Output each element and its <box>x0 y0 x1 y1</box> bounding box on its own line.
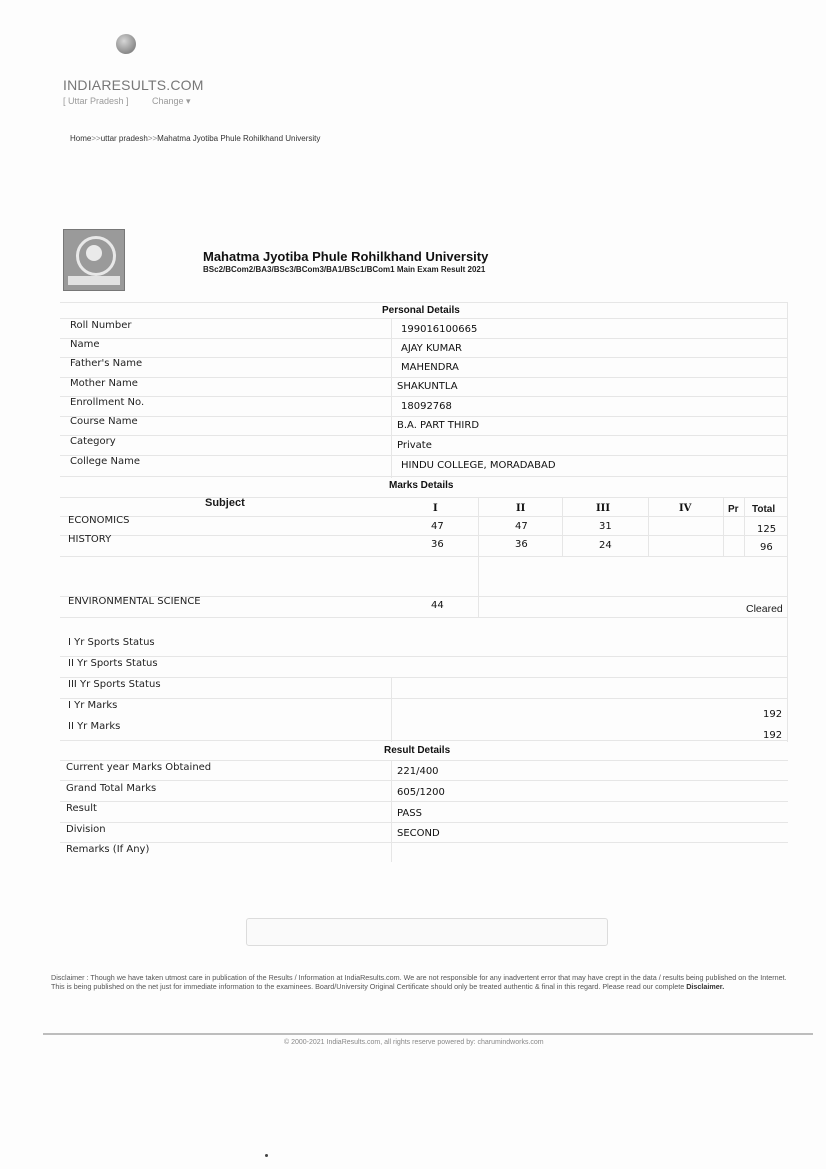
breadcrumb-university: Mahatma Jyotiba Phule Rohilkhand University <box>157 134 321 143</box>
subject-column-header: Subject <box>205 497 245 509</box>
name-value: AJAY KUMAR <box>401 343 462 354</box>
father-name-label: Father's Name <box>70 358 143 369</box>
paper-ii-header: II <box>516 503 526 514</box>
subject-mark-ii: 47 <box>515 521 528 532</box>
father-name-value: MAHENDRA <box>401 362 459 373</box>
subject-mark-i: 36 <box>431 539 444 550</box>
sports-status-ii-label: II Yr Sports Status <box>68 658 158 669</box>
subject-total: 96 <box>760 542 773 553</box>
sports-status-i-label: I Yr Sports Status <box>68 637 155 648</box>
yr-i-marks-value: 192 <box>763 709 783 720</box>
exam-subtitle: BSc2/BCom2/BA3/BSc3/BCom3/BA1/BSc1/BCom1 Main Exam Result 2021 <box>203 265 486 274</box>
paper-iv-header: IV <box>679 503 692 514</box>
mother-name-label: Mother Name <box>70 378 138 389</box>
enrollment-value: 18092768 <box>401 401 452 412</box>
ad-strip <box>246 918 608 946</box>
result-value: PASS <box>397 808 422 819</box>
subject-name: ECONOMICS <box>68 515 130 526</box>
state-label: [ Uttar Pradesh ] <box>63 96 129 106</box>
disclaimer-link[interactable]: Disclaimer. <box>686 982 725 991</box>
disclaimer-text: Disclaimer : Though we have taken utmost care in publication of the Results / Information at IndiaResults.com. We are not responsible for any inadvertent error that may have crept in the data / results being published on the Internet. This is being published on the net just for immediate information to the examinees. Board/University Original Certificate should only be treated authentic & final in this regard. Please read our complete Disclaimer. <box>51 973 787 991</box>
copyright-text: © 2000-2021 IndiaResults.com, all rights reserve powered by: charumindworks.com <box>284 1039 544 1046</box>
grand-total-label: Grand Total Marks <box>66 783 157 794</box>
personal-details-heading: Personal Details <box>382 305 460 316</box>
practical-header: Pr <box>728 504 739 515</box>
result-details-heading: Result Details <box>384 745 451 756</box>
marks-details-heading: Marks Details <box>389 480 454 491</box>
remarks-label: Remarks (If Any) <box>66 844 150 855</box>
name-label: Name <box>70 339 100 350</box>
current-year-marks-value: 221/400 <box>397 766 439 777</box>
course-name-value: B.A. PART THIRD <box>397 420 480 431</box>
result-label: Result <box>66 803 97 814</box>
current-year-marks-label: Current year Marks Obtained <box>66 762 212 773</box>
yr-ii-marks-value: 192 <box>763 730 783 741</box>
globe-icon <box>116 34 136 54</box>
env-science-mark: 44 <box>431 600 444 611</box>
subject-mark-ii: 36 <box>515 539 528 550</box>
roll-number-label: Roll Number <box>70 320 132 331</box>
sports-status-iii-label: III Yr Sports Status <box>68 679 161 690</box>
scan-speck <box>265 1154 268 1157</box>
course-name-label: Course Name <box>70 416 138 427</box>
breadcrumb <box>70 134 320 143</box>
change-state-link[interactable]: Change ▾ <box>152 96 191 106</box>
subject-mark-i: 47 <box>431 521 444 532</box>
mother-name-value: SHAKUNTLA <box>397 381 458 392</box>
category-value: Private <box>397 440 432 451</box>
subject-name: HISTORY <box>68 534 112 545</box>
college-name-label: College Name <box>70 456 140 467</box>
site-logo-text[interactable]: INDIARESULTS.COM <box>63 77 204 93</box>
college-name-value: HINDU COLLEGE, MORADABAD <box>401 460 556 471</box>
subject-total: 125 <box>757 524 777 535</box>
total-header: Total <box>752 504 776 515</box>
breadcrumb-separator: >> <box>147 134 158 143</box>
env-science-label: ENVIRONMENTAL SCIENCE <box>68 596 201 607</box>
breadcrumb-separator: >> <box>91 134 101 143</box>
division-label: Division <box>66 824 106 835</box>
enrollment-label: Enrollment No. <box>70 397 145 408</box>
subject-mark-iii: 24 <box>599 540 612 551</box>
roll-number-value: 199016100665 <box>401 324 478 335</box>
breadcrumb-state[interactable]: uttar pradesh <box>100 134 148 143</box>
paper-i-header: I <box>433 503 438 514</box>
paper-iii-header: III <box>596 503 611 514</box>
university-logo <box>63 229 125 291</box>
university-title: Mahatma Jyotiba Phule Rohilkhand University <box>203 249 489 264</box>
subject-mark-iii: 31 <box>599 521 612 532</box>
yr-i-marks-label: I Yr Marks <box>68 700 118 711</box>
breadcrumb-home[interactable]: Home <box>70 134 92 143</box>
division-value: SECOND <box>397 828 440 839</box>
grand-total-value: 605/1200 <box>397 787 445 798</box>
env-science-status: Cleared <box>746 603 783 615</box>
yr-ii-marks-label: II Yr Marks <box>68 721 121 732</box>
footer-divider <box>43 1033 813 1035</box>
category-label: Category <box>70 436 116 447</box>
